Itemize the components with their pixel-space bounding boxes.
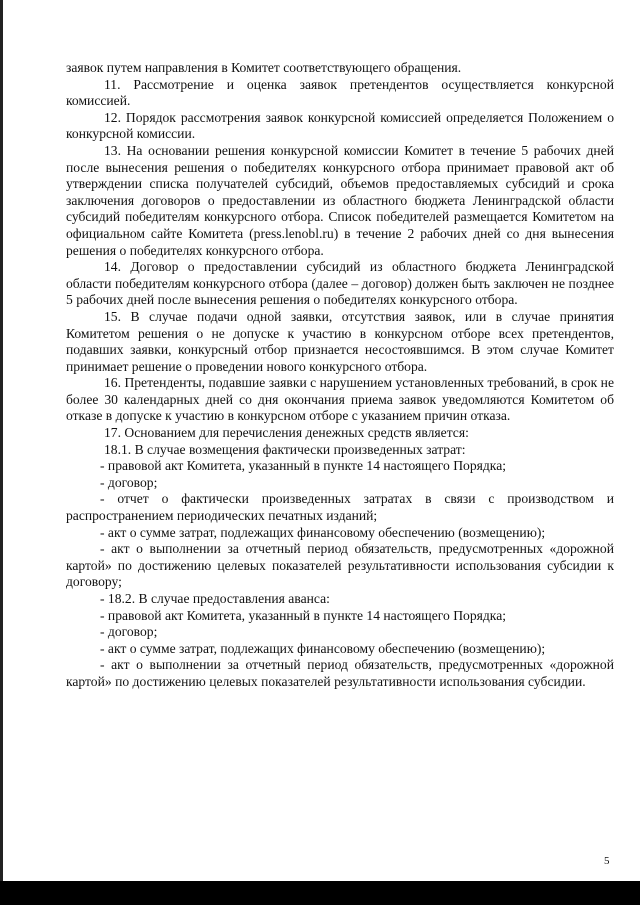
list-item: - правовой акт Комитета, указанный в пункте 14 настоящего Порядка;	[100, 607, 507, 623]
list-item: - 18.2. В случае предоставления аванса:	[100, 591, 330, 606]
paragraph: 17. Основанием для перечисления денежных средств является:	[104, 425, 469, 441]
paragraph: 18.1. В случае возмещения фактически произведенных затрат:	[104, 441, 466, 457]
paragraph: 12. Порядок рассмотрения заявок конкурсной комиссией определяется Положением о конкурсной комиссии.	[66, 109, 614, 142]
paragraph: заявок путем направления в Комитет соответствующего обращения.	[66, 60, 462, 75]
scan-border	[0, 881, 640, 905]
list-item: - отчет о фактически произведенных затратах в связи с производством и распространением периодических печатных изданий;	[66, 491, 614, 524]
paragraph: 14. Договор о предоставлении субсидий из областного бюджета Ленинградской области победителям конкурсного отбора (далее – договор) должен быть заключен не позднее 5 рабочих дней после вынесения решения о победителях конкурсного отбора.	[66, 259, 614, 308]
list-item: - акт о выполнении за отчетный период обязательств, предусмотренных «дорожной картой» по достижению целевых показателей результативности использования субсидии.	[66, 657, 614, 689]
list-item: - правовой акт Комитета, указанный в пункте 14 настоящего Порядка;	[100, 458, 507, 474]
paragraph: 16. Претенденты, подавшие заявки с нарушением установленных требований, в срок не более 30 календарных дней со дня окончания приема заявок уведомляются Комитетом об отказе в допуске к участию в конкурсном отборе с указанием причин отказа.	[66, 375, 614, 424]
paragraph: 11. Рассмотрение и оценка заявок претендентов осуществляется конкурсной комиссией.	[66, 76, 614, 109]
list-item: - акт о сумме затрат, подлежащих финансовому обеспечению (возмещению);	[100, 524, 546, 540]
paragraph: 15. В случае подачи одной заявки, отсутствия заявок, или в случае принятия Комитетом решения о не допуске к участию в конкурсном отборе всех претендентов, подавших заявки, конкурсный отбор признается несостоявшимся. В этом случае Комитет принимает решение о проведении нового конкурсного отбора.	[66, 308, 614, 374]
list-item: - акт о сумме затрат, подлежащих финансовому обеспечению (возмещению);	[100, 640, 546, 656]
document-body	[66, 60, 614, 691]
scan-edge	[0, 0, 3, 905]
page-number: 5	[604, 855, 610, 867]
paragraph: 13. На основании решения конкурсной комиссии Комитет в течение 5 рабочих дней после вынесения решения о победителях конкурсного отбора принимает правовой акт об утверждении списка получателей субсидий, объемов предоставляемых субсидий и срока заключения договоров о предоставлении из областного бюджета Ленинградской области субсидий победителям конкурсного отбора. Список победителей размещается Комитетом на официальном сайте Комитета (press.lenobl.ru) в течение 2 рабочих дней со дня вынесения решения о победителях конкурсного отбора.	[66, 142, 614, 258]
list-item: - договор;	[100, 624, 158, 640]
list-item: - акт о выполнении за отчетный период обязательств, предусмотренных «дорожной картой» по достижению целевых показателей результативности использования субсидии к договору;	[66, 541, 614, 590]
list-item: - договор;	[100, 474, 158, 490]
